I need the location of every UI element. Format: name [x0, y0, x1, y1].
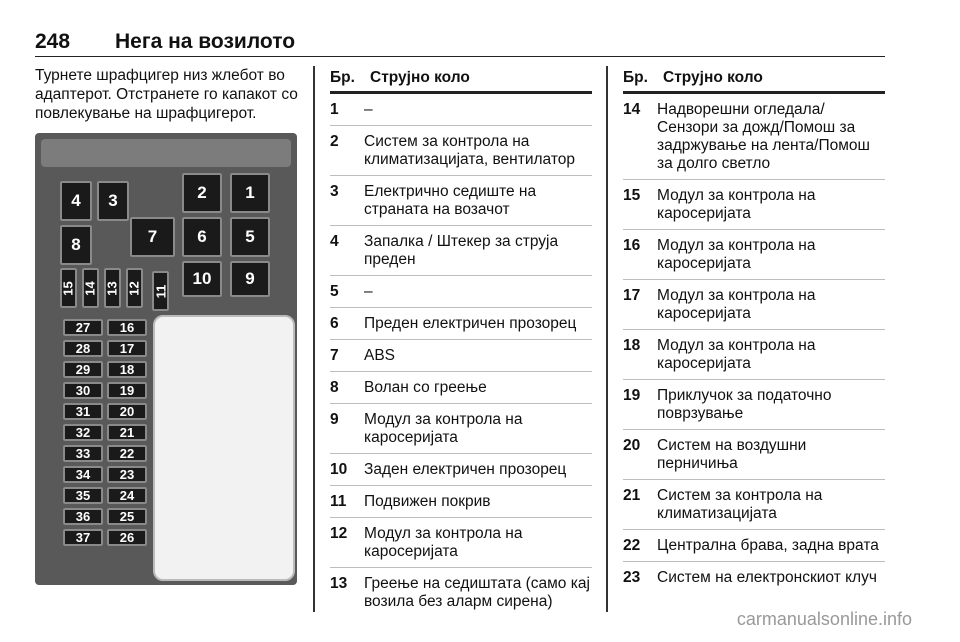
circuit-name: Електрично седиште на страната на возачот	[364, 183, 537, 218]
fuse-12: 12	[126, 268, 143, 308]
table-row	[330, 372, 592, 404]
table-row	[623, 562, 885, 593]
fuse-11: 11	[152, 271, 169, 311]
fuse-number: 20	[623, 437, 641, 454]
fuse-number: 19	[623, 387, 641, 404]
circuit-name: Систем на електронскиот клуч	[657, 569, 877, 586]
fuse-26: 26	[107, 529, 147, 546]
circuit-name: Подвижен покрив	[364, 493, 491, 510]
fuse-number: 4	[330, 233, 339, 250]
table-row	[330, 126, 592, 176]
table-row	[623, 530, 885, 562]
circuit-name: ABS	[364, 347, 396, 364]
table-row	[330, 276, 592, 308]
page-number: 248	[35, 30, 71, 53]
circuit-name: Заден електричен прозорец	[364, 461, 567, 478]
fuse-number: 17	[623, 287, 641, 304]
fuse-number: 22	[623, 537, 641, 554]
fuse-number: 8	[330, 379, 339, 396]
table-row	[623, 330, 885, 380]
fuse-number: 21	[623, 487, 641, 504]
table-header	[330, 66, 592, 94]
circuit-name: Надворешни огледала/ Сензори за дожд/Помош за задржување на лента/Помош за долго светло	[657, 101, 870, 172]
fuse-table-column-1	[330, 66, 592, 617]
fuse-16: 16	[107, 319, 147, 336]
table-row	[330, 518, 592, 568]
fuse-31: 31	[63, 403, 103, 420]
circuit-name: Запалка / Штекер за струја преден	[364, 233, 559, 268]
fuse-box-top-panel	[41, 139, 291, 167]
fuse-36: 36	[63, 508, 103, 525]
fuse-27: 27	[63, 319, 103, 336]
table-row	[330, 308, 592, 340]
table-row	[623, 230, 885, 280]
fuse-number: 6	[330, 315, 339, 332]
column-divider-2	[606, 66, 608, 612]
circuit-name: Систем на воздушни перничиња	[657, 437, 807, 472]
circuit-name: –	[364, 283, 373, 300]
header-num: Бр.	[330, 69, 355, 86]
table-row	[623, 180, 885, 230]
fuse-35: 35	[63, 487, 103, 504]
fuse-box-cover	[153, 315, 295, 581]
circuit-name: Систем за контрола на климатизацијата, вентилатор	[364, 133, 575, 168]
fuse-number: 2	[330, 133, 339, 150]
table-row	[623, 94, 885, 180]
fuse-10: 10	[182, 261, 222, 297]
circuit-name: Приклучок за податочно поврзување	[657, 387, 832, 422]
fuse-30: 30	[63, 382, 103, 399]
circuit-name: Централна брава, задна врата	[657, 537, 879, 554]
circuit-name: Волан со греење	[364, 379, 487, 396]
fuse-17: 17	[107, 340, 147, 357]
fuse-number: 10	[330, 461, 348, 478]
fuse-20: 20	[107, 403, 147, 420]
fuse-24: 24	[107, 487, 147, 504]
table-row	[330, 454, 592, 486]
fuse-29: 29	[63, 361, 103, 378]
fuse-number: 11	[330, 493, 347, 510]
fuse-33: 33	[63, 445, 103, 462]
table-row	[623, 380, 885, 430]
fuse-number: 16	[623, 237, 641, 254]
fuse-8: 8	[60, 225, 92, 265]
fuse-6: 6	[182, 217, 222, 257]
table-row	[623, 430, 885, 480]
fuse-3: 3	[97, 181, 129, 221]
fuse-number: 5	[330, 283, 339, 300]
header-num: Бр.	[623, 69, 648, 86]
fuse-box-diagram	[35, 133, 297, 585]
header-circuit: Струјно коло	[370, 69, 470, 86]
circuit-name: –	[364, 101, 373, 118]
fuse-22: 22	[107, 445, 147, 462]
fuse-5: 5	[230, 217, 270, 257]
fuse-number: 13	[330, 575, 348, 592]
fuse-14: 14	[82, 268, 99, 308]
fuse-34: 34	[63, 466, 103, 483]
fuse-23: 23	[107, 466, 147, 483]
fuse-number: 9	[330, 411, 339, 428]
table-row	[330, 94, 592, 126]
fuse-1: 1	[230, 173, 270, 213]
fuse-18: 18	[107, 361, 147, 378]
table-header	[623, 66, 885, 94]
page-title: Нега на возилото	[115, 30, 296, 53]
intro-text: Турнете шрафцигер низ жлебот во адаптерот. Отстранете го капакот со повлекување на шрафцигерот.	[35, 67, 298, 122]
column-divider-1	[313, 66, 315, 612]
fuse-number: 1	[330, 101, 339, 118]
circuit-name: Модул за контрола на каросеријата	[657, 237, 816, 272]
table-row	[330, 176, 592, 226]
circuit-name: Модул за контрола на каросеријата	[657, 287, 816, 322]
table-row	[330, 226, 592, 276]
fuse-32: 32	[63, 424, 103, 441]
fuse-2: 2	[182, 173, 222, 213]
circuit-name: Греење на седиштата (само кај возила без аларм сирена)	[364, 575, 590, 610]
fuse-21: 21	[107, 424, 147, 441]
table-row	[330, 486, 592, 518]
table-row	[330, 404, 592, 454]
circuit-name: Модул за контрола на каросеријата	[364, 411, 523, 446]
fuse-number: 14	[623, 101, 641, 118]
fuse-7: 7	[130, 217, 175, 257]
table-row	[623, 280, 885, 330]
circuit-name: Модул за контрола на каросеријата	[657, 337, 816, 372]
fuse-table-column-2	[623, 66, 885, 593]
fuse-19: 19	[107, 382, 147, 399]
header-circuit: Струјно коло	[663, 69, 763, 86]
fuse-number: 7	[330, 347, 339, 364]
fuse-number: 12	[330, 525, 348, 542]
fuse-4: 4	[60, 181, 92, 221]
page-header	[35, 30, 885, 57]
fuse-13: 13	[104, 268, 121, 308]
fuse-25: 25	[107, 508, 147, 525]
fuse-number: 15	[623, 187, 641, 204]
circuit-name: Модул за контрола на каросеријата	[657, 187, 816, 222]
watermark: carmanualsonline.info	[736, 609, 912, 629]
fuse-37: 37	[63, 529, 103, 546]
fuse-number: 23	[623, 569, 641, 586]
fuse-9: 9	[230, 261, 270, 297]
circuit-name: Систем за контрола на климатизацијата	[657, 487, 823, 522]
fuse-28: 28	[63, 340, 103, 357]
table-row	[623, 480, 885, 530]
fuse-15: 15	[60, 268, 77, 308]
circuit-name: Преден електричен прозорец	[364, 315, 577, 332]
table-row	[330, 568, 592, 617]
table-row	[330, 340, 592, 372]
fuse-number: 18	[623, 337, 641, 354]
circuit-name: Модул за контрола на каросеријата	[364, 525, 523, 560]
fuse-number: 3	[330, 183, 339, 200]
